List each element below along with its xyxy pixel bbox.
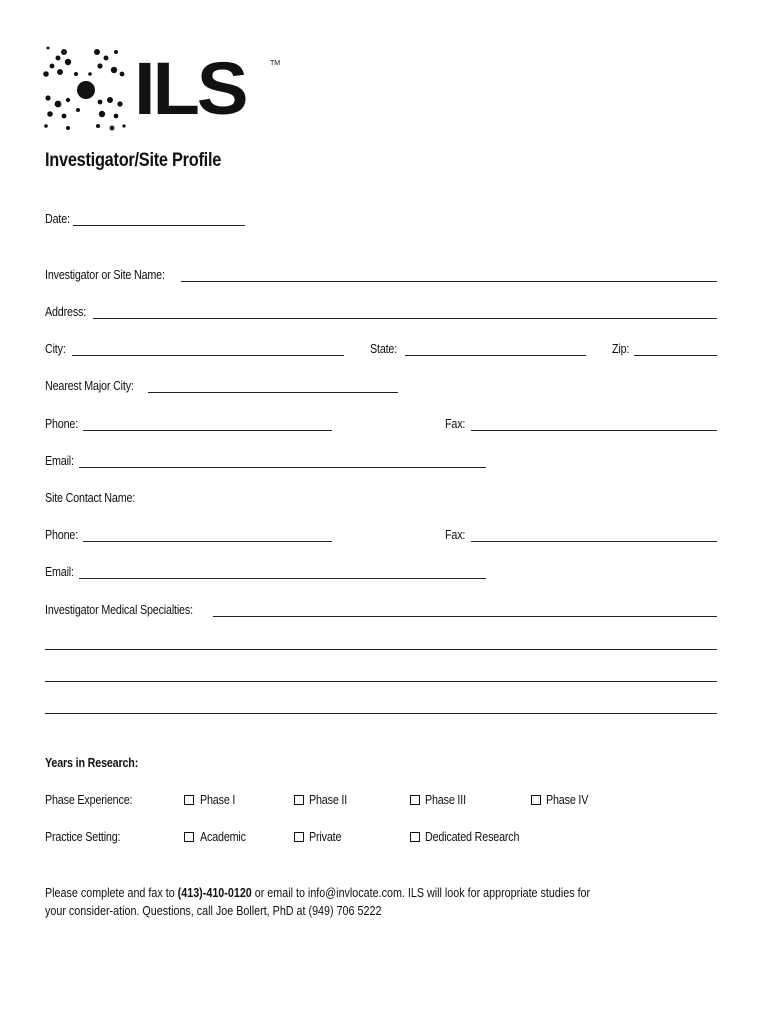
page-title: Investigator/Site Profile xyxy=(45,150,222,171)
phase-3-checkbox[interactable] xyxy=(410,795,420,805)
ils-logo xyxy=(42,44,282,134)
address-field[interactable] xyxy=(93,318,717,319)
investigator-name-field[interactable] xyxy=(181,281,717,282)
phone-field[interactable] xyxy=(83,430,332,431)
phase-1-label: Phase I xyxy=(200,793,236,807)
footer-line-1 xyxy=(45,884,590,902)
years-in-research-label: Years in Research: xyxy=(45,756,139,770)
dedicated-research-checkbox[interactable] xyxy=(410,832,420,842)
city-field[interactable] xyxy=(72,355,344,356)
trademark-symbol: TM xyxy=(270,60,281,67)
date-field[interactable] xyxy=(73,225,245,226)
state-field[interactable] xyxy=(405,355,586,356)
zip-field[interactable] xyxy=(634,355,717,356)
specialties-line-4[interactable] xyxy=(45,713,717,714)
footer-instructions xyxy=(45,884,590,920)
email-field[interactable] xyxy=(79,467,486,468)
specialties-line-3[interactable] xyxy=(45,681,717,682)
footer-text-a: Please complete and fax to xyxy=(45,886,178,900)
date-label: Date: xyxy=(45,212,70,226)
logo-wordmark: ILS xyxy=(134,47,246,130)
state-label: State: xyxy=(370,342,398,356)
phase-1-checkbox[interactable] xyxy=(184,795,194,805)
dedicated-research-label: Dedicated Research xyxy=(425,830,520,844)
specialties-field[interactable] xyxy=(213,616,717,617)
phase-2-label: Phase II xyxy=(309,793,348,807)
footer-line-2: your consider-ation. Questions, call Joe Bollert, PhD at (949) 706 5222 xyxy=(45,904,382,918)
contact-email-field[interactable] xyxy=(79,578,486,579)
phase-2-checkbox[interactable] xyxy=(294,795,304,805)
fax-number: (413)-410-0120 xyxy=(177,886,252,900)
zip-label: Zip: xyxy=(612,342,630,356)
specialties-line-2[interactable] xyxy=(45,649,717,650)
academic-checkbox[interactable] xyxy=(184,832,194,842)
contact-fax-field[interactable] xyxy=(471,541,717,542)
practice-setting-label: Practice Setting: xyxy=(45,830,121,844)
nearest-city-label: Nearest Major City: xyxy=(45,379,134,393)
city-label: City: xyxy=(45,342,66,356)
contact-phone-field[interactable] xyxy=(83,541,332,542)
specialties-label: Investigator Medical Specialties: xyxy=(45,603,193,617)
private-checkbox[interactable] xyxy=(294,832,304,842)
email-label: Email: xyxy=(45,454,74,468)
private-label: Private xyxy=(309,830,342,844)
phase-experience-label: Phase Experience: xyxy=(45,793,133,807)
academic-label: Academic xyxy=(200,830,246,844)
footer-text-b: or email to info@invlocate.com. ILS will look for appropriate studies for xyxy=(251,886,591,900)
investigator-name-label: Investigator or Site Name: xyxy=(45,268,165,282)
phone-label: Phone: xyxy=(45,417,79,431)
nearest-city-field[interactable] xyxy=(148,392,398,393)
fax-label: Fax: xyxy=(445,417,466,431)
contact-email-label: Email: xyxy=(45,565,74,579)
phase-4-checkbox[interactable] xyxy=(531,795,541,805)
site-contact-label: Site Contact Name: xyxy=(45,491,136,505)
fax-field[interactable] xyxy=(471,430,717,431)
phase-4-label: Phase IV xyxy=(546,793,589,807)
contact-fax-label: Fax: xyxy=(445,528,466,542)
phase-3-label: Phase III xyxy=(425,793,466,807)
logo-dots-icon xyxy=(42,44,132,134)
contact-phone-label: Phone: xyxy=(45,528,79,542)
address-label: Address: xyxy=(45,305,87,319)
